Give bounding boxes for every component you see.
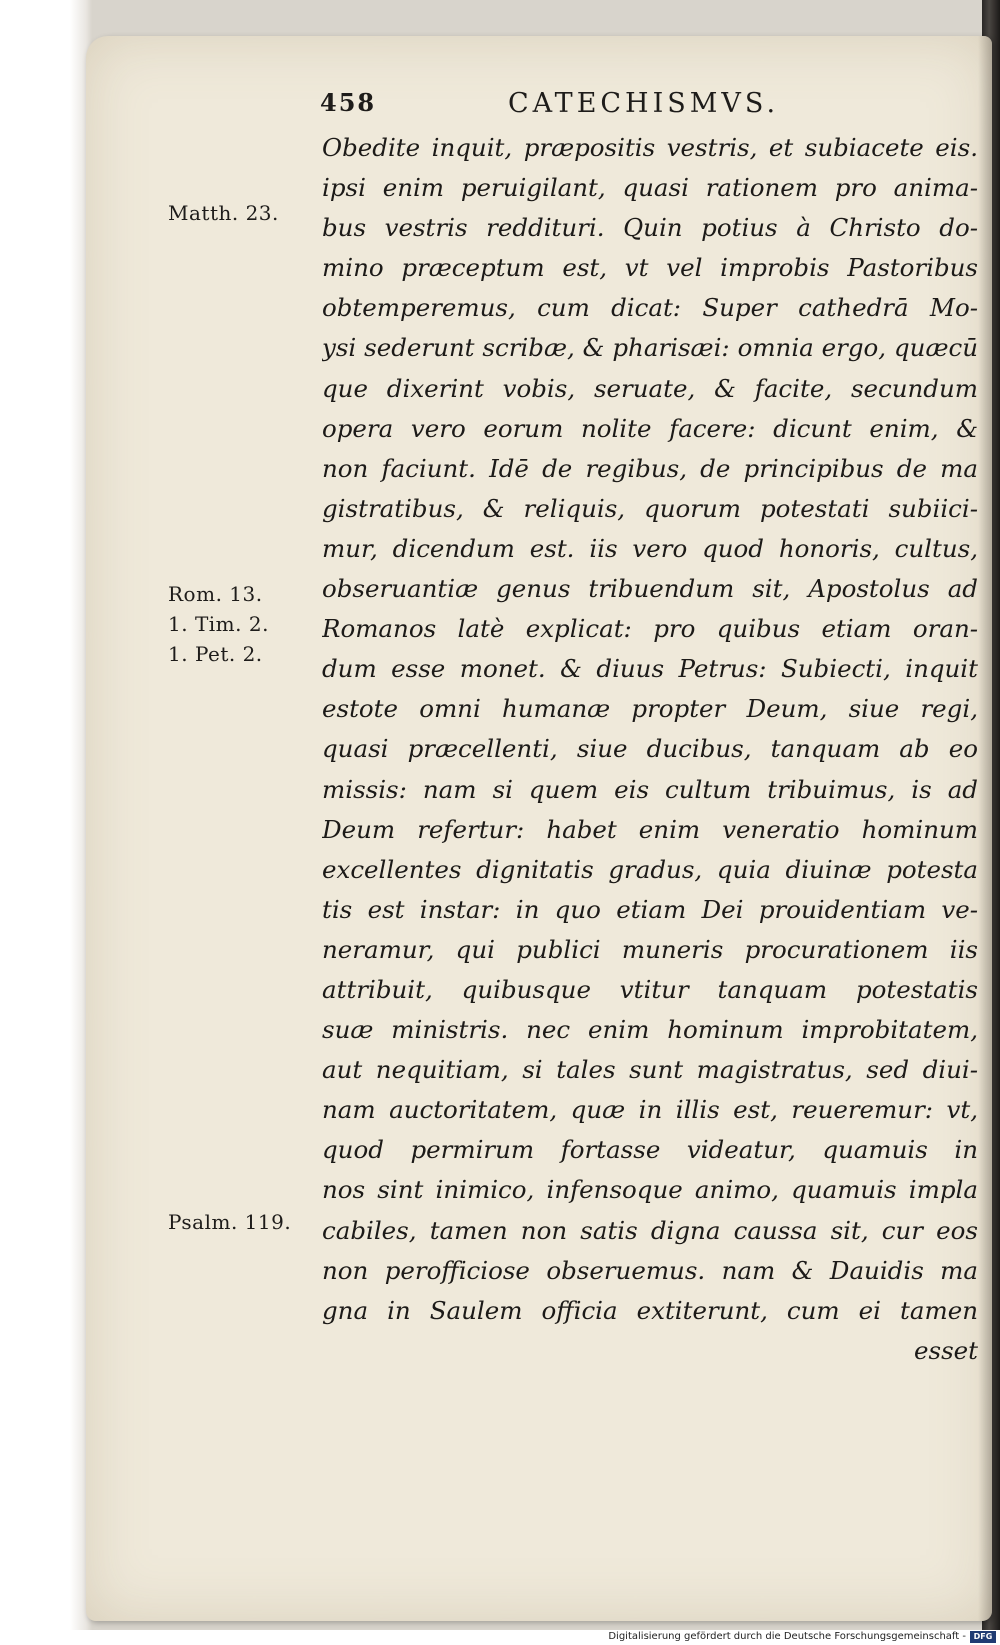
text-line: obseruantiæ genus tribuendum sit, Apostolus ad (322, 574, 978, 604)
page-edge-shadow (978, 36, 992, 1621)
text-line: ysi sederunt scribæ, & pharisæi: omnia ergo, quæcū (322, 333, 978, 363)
text-line: missis: nam si quem eis cultum tribuimus, is ad (322, 774, 978, 804)
text-line: Deum refertur: habet enim veneratio hominum (322, 814, 978, 844)
margin-note-tim: 1. Tim. 2. (168, 612, 269, 636)
text-line: estote omni humanæ propter Deum, siue regi, (322, 694, 978, 724)
text-line: Obedite inquit, præpositis vestris, et subiacete eis. (322, 133, 978, 162)
text-line: quasi præcellenti, siue ducibus, tanquam ab eo (322, 734, 978, 764)
text-line: esset (914, 1335, 978, 1365)
margin-note-pet: 1. Pet. 2. (168, 642, 263, 666)
text-line: aut nequitiam, si tales sunt magistratus, sed diui- (322, 1055, 978, 1085)
text-line: obtemperemus, cum dicat: Super cathedrā Mo- (322, 293, 978, 323)
text-line: dum esse monet. & diuus Petrus: Subiecti, inquit (322, 654, 978, 684)
text-line: tis est instar: in quo etiam Dei prouidentiam ve- (322, 894, 978, 924)
text-line: excellentes dignitatis gradus, quia diuinæ potesta (322, 854, 978, 884)
text-line: mur, dicendum est. iis vero quod honoris, cultus, (322, 533, 978, 563)
text-line: opera vero eorum nolite facere: dicunt enim, & (322, 413, 978, 443)
text-line: neramur, qui publici muneris procurationem iis (322, 934, 978, 964)
margin-note-psalm: Psalm. 119. (168, 1210, 292, 1234)
text-line: cabiles, tamen non satis digna caussa sit, cur eos (322, 1215, 978, 1245)
running-title: CATECHISMVS. (508, 88, 780, 119)
margin-note-rom: Rom. 13. (168, 582, 263, 606)
text-line: ipsi enim peruigilant, quasi rationem pro anima- (322, 173, 978, 203)
body-text (322, 128, 978, 1371)
text-line: non perofficiose obseruemus. nam & Dauidis ma (322, 1255, 978, 1285)
footer-credit: Digitalisierung gefördert durch die Deutsche Forschungsgemeinschaft - (608, 1631, 966, 1642)
text-line: nos sint inimico, infensoque animo, quamuis impla (322, 1175, 978, 1205)
text-line: gna in Saulem officia extiterunt, cum ei tamen (322, 1295, 978, 1325)
text-line: gistratibus, & reliquis, quorum potestati subiici- (322, 493, 978, 523)
text-line: non faciunt. Idē de regibus, de principibus de ma (322, 453, 978, 483)
text-line: Romanos latè explicat: pro quibus etiam oran- (322, 614, 978, 644)
page-header (320, 88, 920, 128)
text-line: attribuit, quibusque vtitur tanquam potestatis (322, 974, 978, 1004)
margin-note-matth: Matth. 23. (168, 201, 279, 225)
text-line: bus vestris reddituri. Quin potius à Christo do- (322, 213, 978, 243)
text-line: suæ ministris. nec enim hominum improbitatem, (322, 1015, 978, 1045)
text-line: nam auctoritatem, quæ in illis est, reueremur: vt, (322, 1095, 978, 1125)
page-number: 458 (320, 88, 377, 117)
dfg-logo: DFG (970, 1631, 996, 1643)
text-line: que dixerint vobis, seruate, & facite, secundum (322, 373, 978, 403)
text-line: quod permirum fortasse videatur, quamuis in (322, 1135, 978, 1165)
text-line: mino præceptum est, vt vel improbis Pastoribus (322, 253, 978, 283)
